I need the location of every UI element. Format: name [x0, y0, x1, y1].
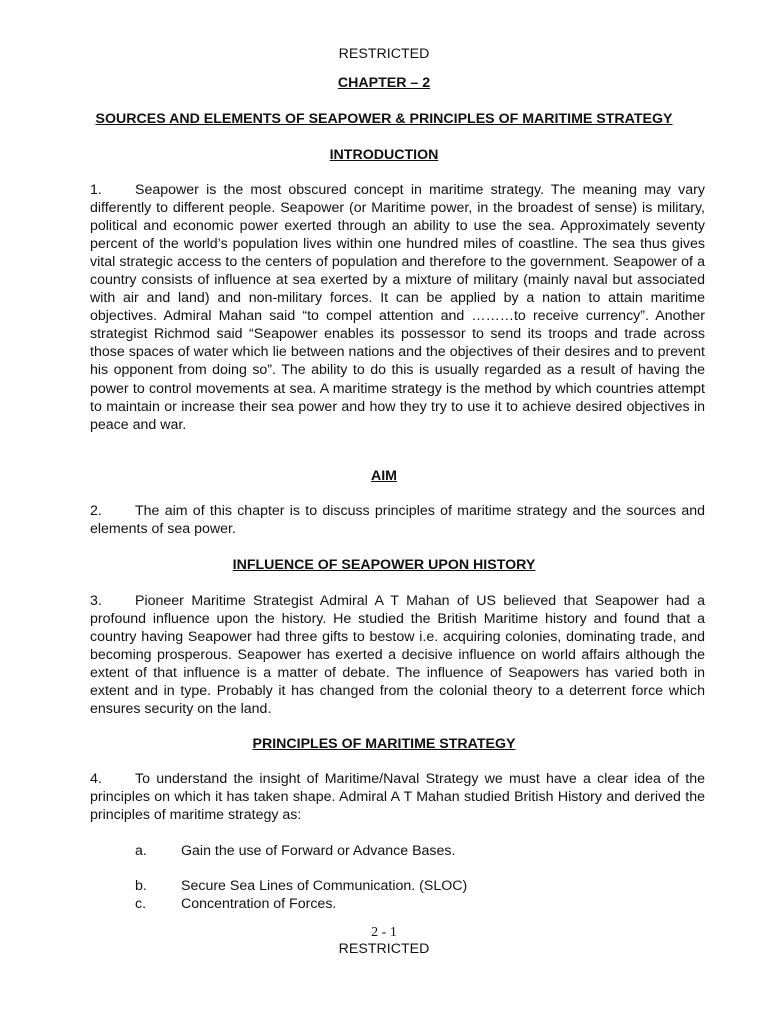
list-item-text: Secure Sea Lines of Communication. (SLOC): [181, 878, 468, 894]
list-item-text: Concentration of Forces.: [181, 896, 337, 912]
influence-heading: INFLUENCE OF SEAPOWER UPON HISTORY: [232, 557, 536, 573]
introduction-heading: INTRODUCTION: [329, 147, 439, 163]
paragraph-number: 4.: [90, 771, 102, 787]
paragraph-4: [90, 770, 705, 824]
list-item: [135, 895, 336, 913]
paragraph-number: 1.: [90, 182, 102, 198]
list-item-letter: c.: [135, 896, 147, 912]
principles-heading: PRINCIPLES OF MARITIME STRATEGY: [252, 736, 516, 752]
classification-footer: RESTRICTED: [338, 941, 430, 957]
paragraph-text: Seapower is the most obscured concept in maritime strategy. The meaning may vary differently to different people. Seapower (or Maritime power, in the broadest of sense) is military, political and economic power exerted through an ability to use the sea. Approximately seventy percent of the world’s population lives within one hundred miles of coastline. The sea thus gives vital strategic access to the centers of population and therefore to the government. Seapower of a country consists of influence at sea exerted by a mixture of military (mainly naval but associated with air and land) and non-military forces. It can be applied by a nation to attain maritime objectives. Admiral Mahan said “to compel attention and ………to receive currency”. Another strategist Richmod said “Seapower enables its possessor to send its troops and trade across those spaces of water which lie between nations and the objectives of their desires and to prevent his opponent from doing so”. The ability to do this is usually regarded as a result of having the power to control movements at sea. A maritime strategy is the method by which countries attempt to maintain or increase their sea power and how they try to use it to achieve desired objectives in peace and war.: [90, 182, 705, 433]
paragraph-text: The aim of this chapter is to discuss principles of maritime strategy and the sources and elements of sea power.: [90, 503, 705, 538]
list-item: [135, 842, 455, 860]
paragraph-number: 3.: [90, 593, 102, 609]
paragraph-1: [90, 181, 705, 434]
paragraph-text: To understand the insight of Maritime/Naval Strategy we must have a clear idea of the principles on which it has taken shape. Admiral A T Mahan studied British History and derived the principles of maritime strategy as:: [90, 771, 705, 824]
list-item-text: Gain the use of Forward or Advance Bases.: [181, 843, 456, 859]
list-item-letter: b.: [135, 878, 147, 894]
page-number: 2 - 1: [371, 925, 397, 940]
list-item: [135, 877, 467, 895]
paragraph-3: [90, 592, 705, 718]
paragraph-text: Pioneer Maritime Strategist Admiral A T Mahan of US believed that Seapower had a profound influence upon the history. He studied the British Maritime history and found that a country having Seapower had three gifts to bestow i.e. acquiring colonies, dominating trade, and becoming prosperous. Seapower has exerted a decisive influence on world affairs although the extent of that influence is a matter of debate. The influence of Seapowers has varied both in extent and in type. Probably it has changed from the colonial theory to a deterrent force which ensures security on the land.: [90, 593, 705, 718]
chapter-heading: CHAPTER – 2: [337, 75, 431, 91]
list-item-letter: a.: [135, 843, 147, 859]
paragraph-number: 2.: [90, 503, 102, 519]
paragraph-2: [90, 502, 705, 538]
classification-header: RESTRICTED: [338, 46, 430, 62]
aim-heading: AIM: [370, 468, 397, 484]
document-title: SOURCES AND ELEMENTS OF SEAPOWER & PRINCIPLES OF MARITIME STRATEGY: [95, 111, 673, 127]
